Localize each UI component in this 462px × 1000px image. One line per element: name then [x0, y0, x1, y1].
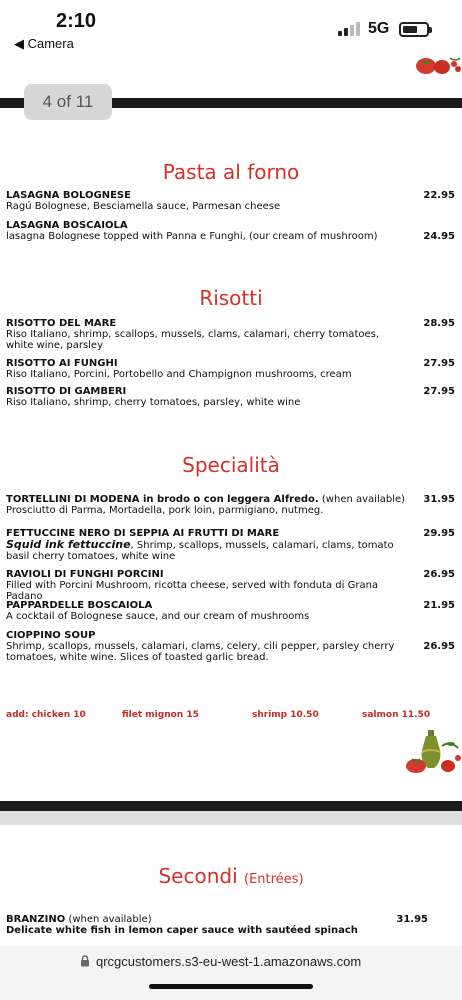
- status-time: 2:10: [56, 10, 97, 32]
- menu-page[interactable]: [0, 56, 462, 946]
- item-price: 27.95: [423, 358, 455, 369]
- item-price: 31.95: [396, 914, 428, 925]
- menu-item: PAPPARDELLE BOSCAIOLA A cocktail of Bolognese sauce, and our cream of mushrooms: [6, 600, 310, 622]
- oil-bottle-decoration-icon: [404, 728, 462, 776]
- menu-item: CIOPPINO SOUP Shrimp, scallops, mussels, calamari, clams, celery, cili pepper, parsley cherry tomatoes, white wine. Slices of toasted garlic bread.: [6, 630, 395, 663]
- item-price: 28.95: [423, 318, 455, 329]
- battery-icon: [399, 22, 429, 37]
- section-title-secondi: [0, 864, 462, 888]
- item-price: 31.95: [423, 494, 455, 505]
- item-price: 26.95: [423, 641, 455, 652]
- menu-item: BRANZINO (when available) Delicate white fish in lemon caper sauce with sautéed spinach: [6, 914, 358, 936]
- menu-item: RISOTTO DEL MARE Riso Italiano, shrimp, scallops, mussels, clams, calamari, cherry tomatoes, white wine, parsley: [6, 318, 380, 351]
- menu-item: FETTUCCINE NERO DI SEPPIA AI FRUTTI DI MARE Squid ink fettuccine, Shrimp, scallops, mussels, calamari, clams, tomato basil cherry tomatoes, white wine: [6, 528, 394, 562]
- item-price: 22.95: [423, 190, 455, 201]
- item-price: 21.95: [423, 600, 455, 611]
- menu-item: TORTELLINI DI MODENA in brodo o con leggera Alfredo. (when available) Prosciutto di Parma, Mortadella, pork loin, parmigiano, nutmeg.: [6, 494, 406, 516]
- section-title-specialita: Specialità: [182, 453, 280, 477]
- section-title-pasta: Pasta al forno: [162, 160, 300, 184]
- addon-chicken: add: chicken 10: [6, 710, 86, 720]
- item-price: 24.95: [423, 231, 455, 242]
- item-price: 29.95: [423, 528, 455, 539]
- section-title-secondi-sub: (Entrées): [244, 872, 304, 887]
- tomato-decoration-icon: [412, 56, 462, 76]
- section-title-risotti: Risotti: [199, 286, 263, 310]
- home-indicator[interactable]: [149, 984, 313, 989]
- addon-salmon: salmon 11.50: [362, 710, 431, 720]
- status-bar: [0, 0, 462, 56]
- page-gap: [0, 811, 462, 825]
- item-price: 27.95: [423, 386, 455, 397]
- addon-shrimp: shrimp 10.50: [252, 710, 319, 720]
- signal-icon: [338, 20, 362, 36]
- network-label: 5G: [368, 20, 390, 37]
- lock-icon: [80, 955, 90, 967]
- menu-item: LASAGNA BOLOGNESE Ragú Bolognese, Besciamella sauce, Parmesan cheese: [6, 190, 281, 212]
- item-price: 26.95: [423, 569, 455, 580]
- page-indicator: 4 of 11: [24, 84, 112, 120]
- page-break-stripe: [0, 801, 462, 811]
- menu-item: RAVIOLI DI FUNGHI PORCINI Filled with Porcini Mushroom, ricotta cheese, served with fonduta di Grana Padano: [6, 569, 379, 602]
- browser-url-bar[interactable]: [0, 946, 462, 1000]
- url-text[interactable]: qrcgcustomers.s3-eu-west-1.amazonaws.com: [96, 954, 362, 969]
- menu-item: LASAGNA BOSCAIOLA lasagna Bolognese topped with Panna e Funghi, (our cream of mushroom): [6, 220, 378, 242]
- addon-filet-mignon: filet mignon 15: [122, 710, 199, 720]
- menu-item: RISOTTO AI FUNGHI Riso Italiano, Porcini, Portobello and Champignon mushrooms, cream: [6, 358, 352, 380]
- menu-item: RISOTTO DI GAMBERI Riso Italiano, shrimp, cherry tomatoes, parsley, white wine: [6, 386, 301, 408]
- section-title-secondi-main: Secondi: [158, 864, 238, 888]
- back-to-camera-button[interactable]: ◀ Camera: [14, 36, 74, 51]
